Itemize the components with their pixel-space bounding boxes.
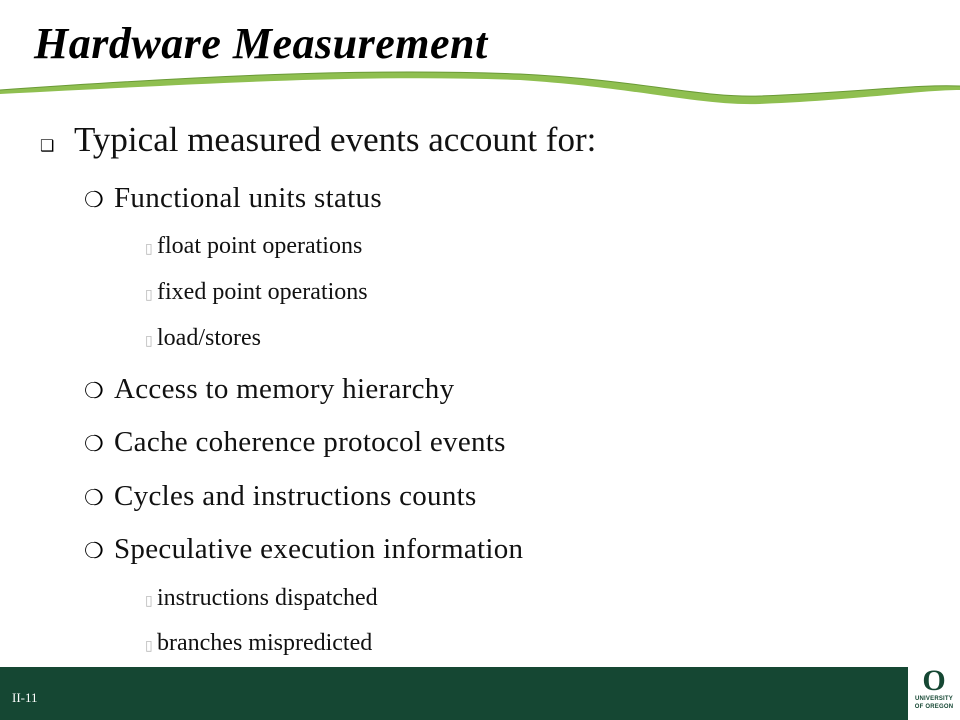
box-bullet-icon: ▯ <box>145 639 153 654</box>
circle-bullet-icon: ❍ <box>84 431 104 456</box>
list-item: ❍ Cache coherence protocol events <box>84 426 506 458</box>
box-bullet-icon: ▯ <box>145 242 153 257</box>
list-item: ▯ load/stores <box>145 325 261 351</box>
list-item: ▯ instructions dispatched <box>145 585 378 611</box>
logo-o-icon: O <box>922 664 946 697</box>
list-item: ▯ fixed point operations <box>145 279 368 305</box>
list-item: ❍ Speculative execution information <box>84 533 524 565</box>
box-bullet-icon: ▯ <box>145 288 153 303</box>
box-bullet-icon: ▯ <box>145 594 153 609</box>
page-number: II-11 <box>12 690 38 705</box>
list-item: ▯ float point operations <box>145 233 363 259</box>
university-logo <box>908 664 960 720</box>
circle-bullet-icon: ❍ <box>84 187 104 212</box>
circle-bullet-icon: ❍ <box>84 378 104 403</box>
box-bullet-icon: ▯ <box>145 334 153 349</box>
footer-bar <box>0 667 908 720</box>
list-item: ❍ Functional units status <box>84 182 382 214</box>
logo-text-line2: OF OREGON <box>914 704 954 710</box>
circle-bullet-icon: ❍ <box>84 538 104 563</box>
list-item: ▯ branches mispredicted <box>145 630 373 656</box>
title-swoosh-decoration <box>0 70 960 120</box>
logo-text-line1: UNIVERSITY <box>914 696 953 702</box>
square-bullet-icon: ❑ <box>40 138 55 155</box>
list-item: ❍ Access to memory hierarchy <box>84 373 455 405</box>
main-bullet: ❑ Typical measured events account for: <box>40 120 597 159</box>
slide-title: Hardware Measurement <box>34 19 488 68</box>
circle-bullet-icon: ❍ <box>84 485 104 510</box>
list-item: ❍ Cycles and instructions counts <box>84 480 477 512</box>
